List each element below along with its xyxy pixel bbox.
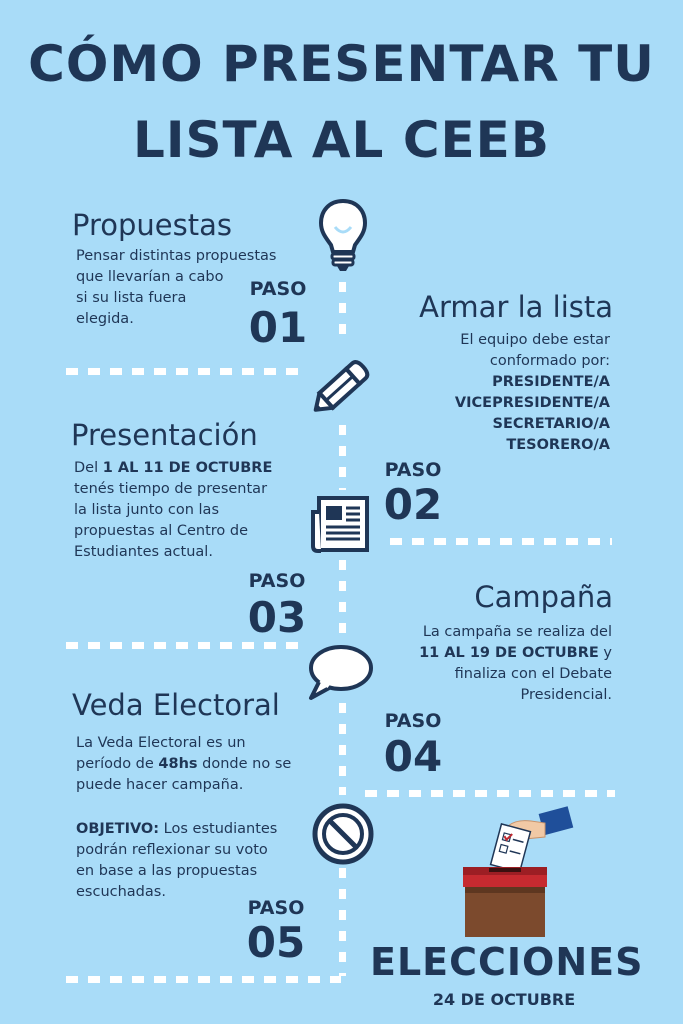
timeline-vertical-1 [339, 282, 346, 342]
step-4-heading: Campaña [474, 580, 613, 614]
step-1-text: Pensar distintas propuestas que llevarían a cabo si su lista fuera elegida. [76, 248, 277, 327]
timeline-horizontal-3 [66, 642, 302, 649]
timeline-horizontal-4 [365, 790, 615, 797]
newspaper-icon [309, 494, 371, 556]
step-2-heading: Armar la lista [419, 290, 613, 324]
step-5-paso-label: PASO [247, 897, 305, 919]
step-1-heading: Propuestas [72, 208, 232, 242]
role-secretario: SECRETARIO/A [492, 416, 610, 432]
elecciones-date: 24 DE OCTUBRE [432, 990, 576, 1009]
role-presidente: PRESIDENTE/A [492, 374, 610, 390]
ballot-box-icon [455, 805, 575, 940]
step-4-paso-number: 04 [383, 732, 443, 781]
page-title-line-2: LISTA AL CEEB [133, 111, 550, 169]
timeline-vertical-5 [339, 868, 346, 976]
step-2-paso-label: PASO [384, 459, 442, 481]
pencil-icon [307, 355, 375, 419]
step-5-heading: Veda Electoral [72, 688, 280, 722]
step-3-paso-label: PASO [248, 570, 306, 592]
step-5-text: La Veda Electoral es un período de 48hs donde no se puede hacer campaña. [76, 735, 292, 793]
prohibited-icon [311, 802, 375, 866]
timeline-horizontal-5 [66, 976, 341, 983]
step-3-paso-number: 03 [247, 593, 307, 642]
step-5-paso-number: 05 [246, 918, 306, 967]
step-5-objetivo: OBJETIVO: Los estudiantes podrán reflexionar su voto en base a las propuestas escuchadas. [76, 821, 278, 900]
elecciones-title: ELECCIONES [370, 940, 644, 984]
step-2-paso-number: 02 [383, 480, 443, 529]
step-3-heading: Presentación [71, 418, 258, 452]
timeline-horizontal-1 [66, 368, 306, 375]
timeline-vertical-2 [339, 425, 346, 490]
page-title-line-1: CÓMO PRESENTAR TU [28, 35, 655, 93]
step-4-paso-label: PASO [384, 710, 442, 732]
step-4-text: La campaña se realiza del 11 AL 19 DE OCTUBRE y finaliza con el Debate Presidencial. [419, 624, 612, 703]
speech-bubble-icon [305, 642, 375, 704]
timeline-vertical-4 [339, 703, 346, 795]
role-tesorero: TESORERO/A [506, 437, 610, 453]
step-1-paso-number: 01 [248, 303, 308, 352]
lightbulb-icon [316, 197, 370, 273]
step-2-text: El equipo debe estar conformado por: PRESIDENTE/A VICEPRESIDENTE/A SECRETARIO/A TESORERO/A [455, 330, 610, 456]
timeline-horizontal-2 [390, 538, 612, 545]
step-1-paso-label: PASO [249, 278, 307, 300]
step-3-text: Del 1 AL 11 DE OCTUBRE tenés tiempo de presentar la lista junto con las propuestas al Centro de Estudiantes actual. [74, 460, 273, 560]
role-vicepresidente: VICEPRESIDENTE/A [454, 395, 610, 411]
timeline-vertical-3 [339, 560, 346, 640]
